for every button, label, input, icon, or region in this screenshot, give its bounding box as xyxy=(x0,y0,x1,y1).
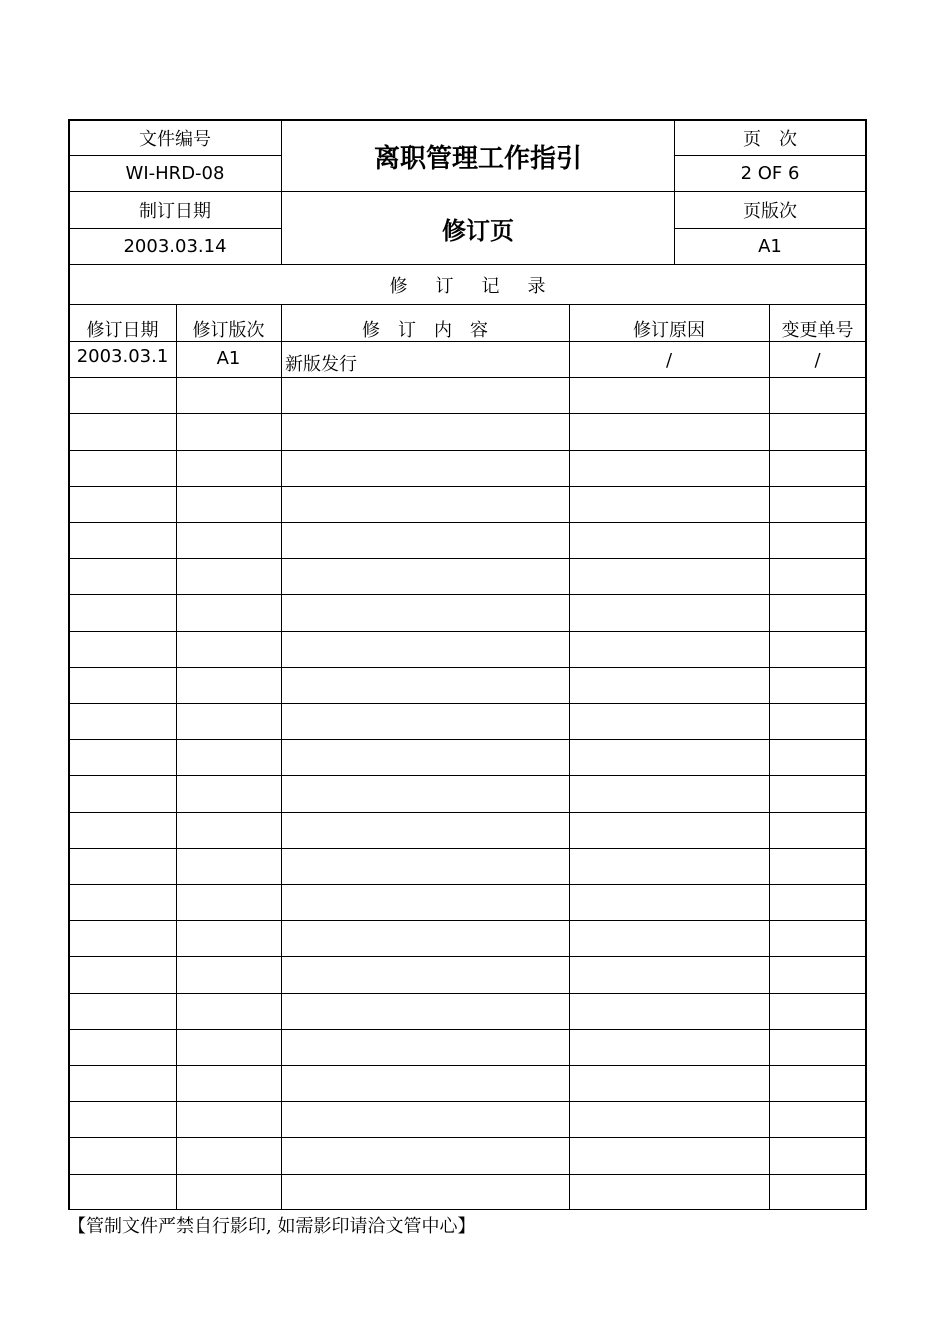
page-version-label: 页版次 xyxy=(743,201,797,222)
column-header-reason: 修订原因 xyxy=(633,320,705,341)
table-row xyxy=(69,776,866,811)
table-row xyxy=(69,813,866,848)
table-row xyxy=(69,487,866,522)
revision-content-cell: 新版发行 xyxy=(285,354,357,375)
table-row xyxy=(69,559,866,594)
page-version-value: A1 xyxy=(758,236,782,257)
column-header-date: 修订日期 xyxy=(86,320,159,341)
column-header-change-no: 变更单号 xyxy=(781,320,854,341)
table-row xyxy=(69,595,866,630)
table-row xyxy=(69,1102,866,1137)
table-row xyxy=(69,378,866,413)
table-row xyxy=(69,885,866,920)
page-value: 2 OF 6 xyxy=(740,163,800,184)
table-row xyxy=(69,342,866,377)
column-header-version: 修订版次 xyxy=(192,320,265,341)
table-row xyxy=(69,957,866,992)
table-row xyxy=(69,849,866,884)
page-label: 页 次 xyxy=(743,129,797,150)
document-title: 离职管理工作指引 xyxy=(373,143,582,174)
table-row xyxy=(69,921,866,956)
page-subtitle: 修订页 xyxy=(442,216,514,245)
controlled-document-notice: 【管制文件严禁自行影印, 如需影印请洽文管中心】 xyxy=(68,1216,476,1237)
table-row xyxy=(69,523,866,558)
table-row xyxy=(69,1030,866,1065)
issue-date-value: 2003.03.14 xyxy=(123,236,227,257)
change-number-cell: / xyxy=(814,350,821,371)
table-row xyxy=(69,704,866,739)
table-row xyxy=(69,1066,866,1101)
table-row xyxy=(69,414,866,449)
column-header-content: 修订内容 xyxy=(362,320,506,341)
revision-reason-cell: / xyxy=(665,350,673,371)
table-bottom-line xyxy=(68,1209,867,1210)
issue-date-label: 制订日期 xyxy=(139,201,211,222)
table-row xyxy=(69,451,866,486)
revision-date-cell: 2003.03.1 xyxy=(76,346,169,367)
table-row xyxy=(69,740,866,775)
table-row xyxy=(69,668,866,703)
table-row xyxy=(69,1175,866,1210)
revision-version-cell: A1 xyxy=(216,348,241,369)
revision-record-title: 修订记录 xyxy=(389,275,574,297)
table-row xyxy=(69,1138,866,1173)
table-row xyxy=(69,632,866,667)
doc-number-value: WI-HRD-08 xyxy=(125,163,225,184)
doc-number-label: 文件编号 xyxy=(139,129,211,150)
header-divider xyxy=(69,304,866,305)
table-row xyxy=(69,994,866,1029)
